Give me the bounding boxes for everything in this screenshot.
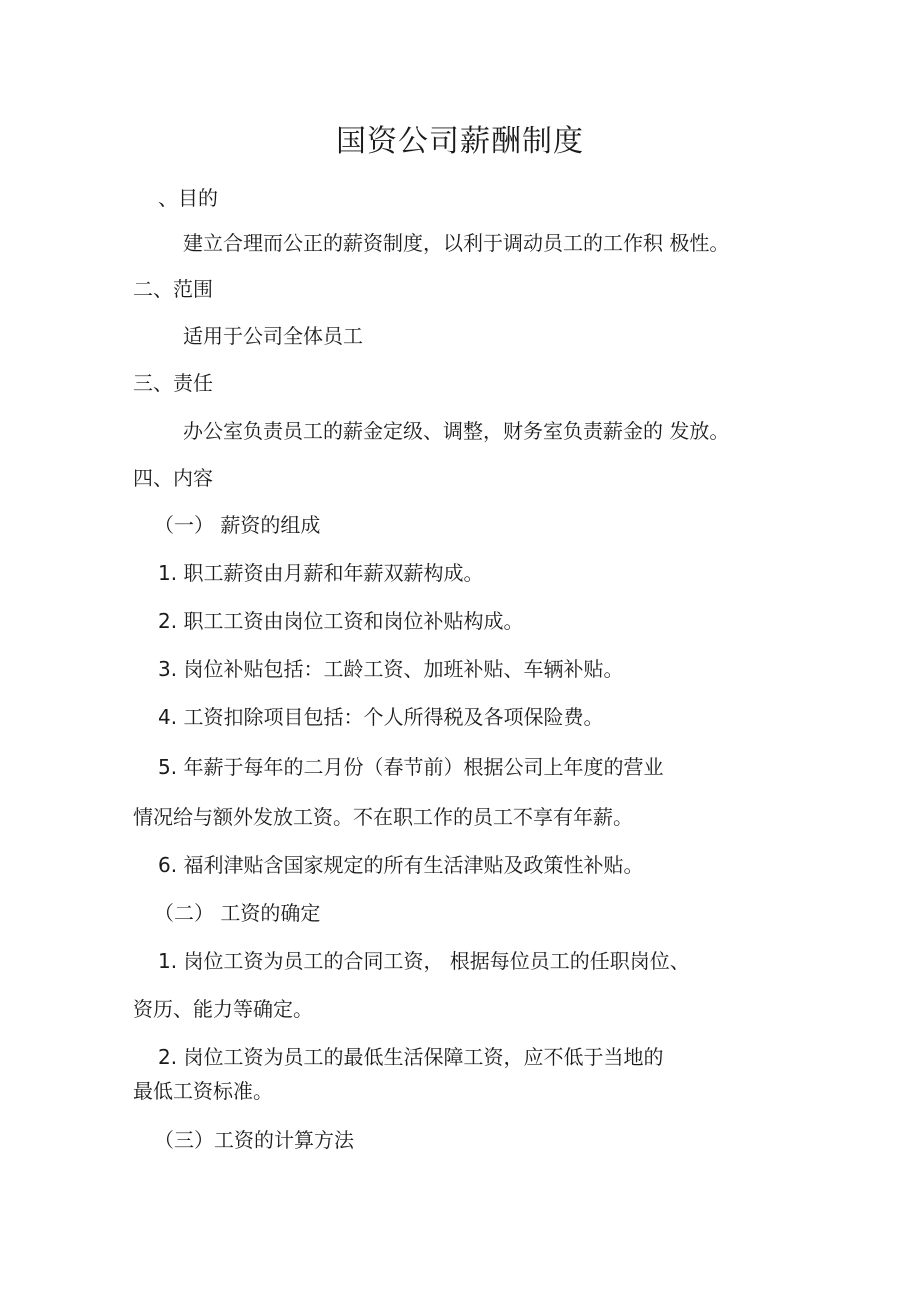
list-item: 5. 年薪于每年的二月份（春节前）根据公司上年度的营业 <box>158 755 664 779</box>
section-1-heading: 、目的 <box>158 186 218 210</box>
section-3-heading: 三、责任 <box>133 371 213 395</box>
list-item: 2. 职工工资由岗位工资和岗位补贴构成。 <box>158 609 524 633</box>
list-item: 2. 岗位工资为员工的最低生活保障工资，应不低于当地的 <box>158 1045 664 1069</box>
subsection-3-heading: （三）工资的计算方法 <box>154 1128 354 1152</box>
list-item-continuation: 最低工资标准。 <box>133 1079 273 1103</box>
list-item: 1. 职工薪资由月薪和年薪双薪构成。 <box>158 561 484 585</box>
section-1-body: 建立合理而公正的薪资制度，以利于调动员工的工作积 极性。 <box>183 231 730 255</box>
section-3-body: 办公室负责员工的薪金定级、调整，财务室负责薪金的 发放。 <box>183 419 730 443</box>
section-4-heading: 四、内容 <box>133 466 213 490</box>
list-item: 3. 岗位补贴包括：工龄工资、加班补贴、车辆补贴。 <box>158 657 624 681</box>
section-2-heading: 二、范围 <box>133 277 213 301</box>
page-title: 国资公司薪酬制度 <box>336 124 584 159</box>
list-item-continuation: 情况给与额外发放工资。不在职工作的员工不享有年薪。 <box>133 805 633 829</box>
subsection-1-heading: （一） 薪资的组成 <box>154 513 321 537</box>
list-item: 4. 工资扣除项目包括：个人所得税及各项保险费。 <box>158 705 604 729</box>
list-item: 1. 岗位工资为员工的合同工资， 根据每位员工的任职岗位、 <box>158 949 690 973</box>
subsection-2-heading: （二） 工资的确定 <box>154 901 321 925</box>
list-item: 6. 福利津贴含国家规定的所有生活津贴及政策性补贴。 <box>158 853 644 877</box>
section-2-body: 适用于公司全体员工 <box>183 324 363 348</box>
list-item-continuation: 资历、能力等确定。 <box>133 997 313 1021</box>
